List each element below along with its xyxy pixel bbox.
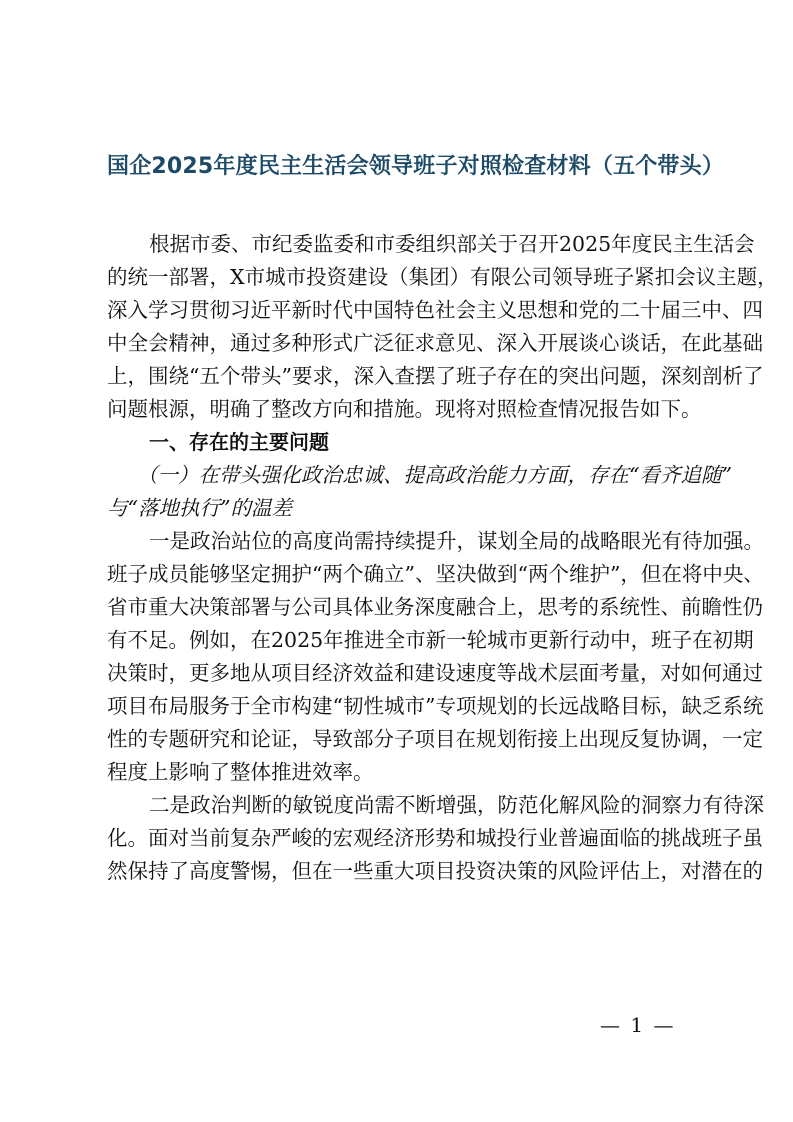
subsection-heading-line: 与“落地执行”的温差 — [107, 496, 292, 520]
point1-line: 项目布局服务于全市构建“韧性城市”专项规划的长远战略目标，缺乏系统 — [107, 694, 764, 718]
point1-line: 一是政治站位的高度尚需持续提升，谋划全局的战略眼光有待加强。 — [149, 529, 764, 553]
document-title: 国企2025年度民主生活会领导班子对照检查材料（五个带头） — [107, 154, 725, 179]
intro-line: 根据市委、市纪委监委和市委组织部关于召开2025年度民主生活会 — [149, 232, 755, 256]
point2-line: 化。面对当前复杂严峻的宏观经济形势和城投行业普遍面临的挑战班子虽 — [107, 826, 763, 850]
intro-line: 问题根源，明确了整改方向和措施。现将对照检查情况报告如下。 — [107, 397, 702, 421]
point2-line: 二是政治判断的敏锐度尚需不断增强，防范化解风险的洞察力有待深 — [149, 793, 764, 817]
point1-line: 性的专题研究和论证，导致部分子项目在规划衔接上出现反复协调，一定 — [107, 727, 763, 751]
page-number: — 1 — — [600, 1013, 676, 1037]
intro-line: 上，围绕“五个带头”要求，深入查摆了班子存在的突出问题，深刻剖析了 — [107, 364, 764, 388]
section-heading: 一、存在的主要问题 — [149, 430, 329, 454]
document-body — [107, 228, 778, 888]
intro-line: 中全会精神，通过多种形式广泛征求意见、深入开展谈心谈话，在此基础 — [107, 331, 763, 355]
intro-line: 的统一部署，X市城市投资建设（集团）有限公司领导班子紧扣会议主题， — [107, 265, 778, 289]
point2-line: 然保持了高度警惕，但在一些重大项目投资决策的风险评估上，对潜在的 — [107, 859, 763, 883]
point1-line: 决策时，更多地从项目经济效益和建设速度等战术层面考量，对如何通过 — [107, 661, 763, 685]
point1-line: 有不足。例如，在2025年推进全市新一轮城市更新行动中，班子在初期 — [107, 628, 754, 652]
subsection-heading-line: （一）在带头强化政治忠诚、提高政治能力方面，存在“看齐追随” — [137, 463, 732, 487]
point1-line: 省市重大决策部署与公司具体业务深度融合上，思考的系统性、前瞻性仍 — [107, 595, 763, 619]
intro-line: 深入学习贯彻习近平新时代中国特色社会主义思想和党的二十届三中、四 — [107, 298, 763, 322]
point1-line: 班子成员能够坚定拥护“两个确立”、坚决做到“两个维护”，但在将中央、 — [107, 562, 764, 586]
point1-line: 程度上影响了整体推进效率。 — [107, 760, 374, 784]
